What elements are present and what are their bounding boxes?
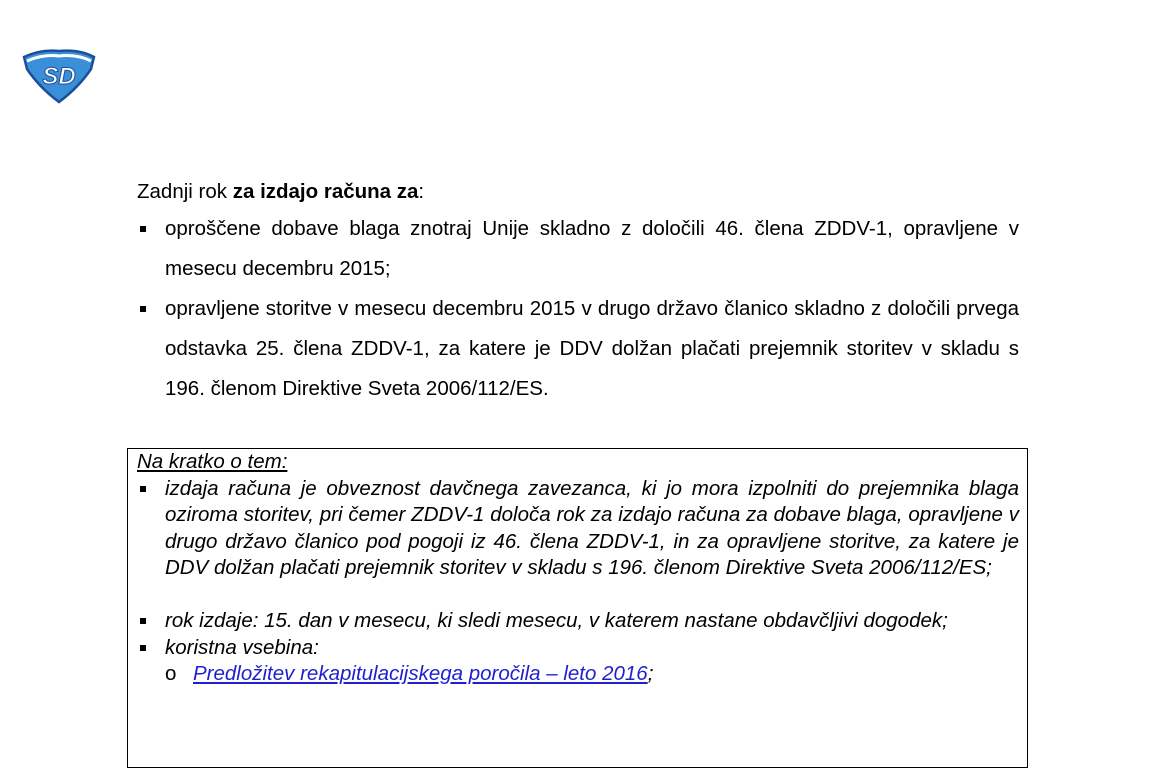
- intro-section: [137, 175, 1019, 409]
- summary-list: [137, 476, 1019, 688]
- sub-bullet: o: [165, 662, 177, 685]
- useful-content-item: o Predložitev rekapitulacijskega poročila – leto 2016;: [165, 661, 1019, 688]
- logo: [21, 47, 97, 104]
- intro-list-item: opravljene storitve v mesecu decembru 2015 v drugo državo članico skladno z določili prvega odstavka 25. člena ZDDV-1, za katere je DDV dolžan plačati prejemnik storitev v skladu s 196. členom Direktive Sveta 2006/112/ES.: [137, 289, 1019, 409]
- summary-box: [127, 448, 1028, 768]
- summary-list-item: izdaja računa je obveznost davčnega zavezanca, ki jo mora izpolniti do prejemnika blaga oziroma storitev, pri čemer ZDDV-1 določa rok za izdajo računa za dobave blaga, opravljene v drugo državo članico pod pogoji iz 46. člena ZDDV-1, in za opravljene storitve, za katere je DDV dolžan plačati prejemnik storitev v skladu s 196. členom Direktive Sveta 2006/112/ES;: [137, 476, 1019, 582]
- summary-list-item: rok izdaje: 15. dan v mesecu, ki sledi mesecu, v katerem nastane obdavčljivi dogodek;: [137, 608, 1019, 635]
- sd-shield-logo-icon: [21, 47, 97, 104]
- summary-list-item: koristna vsebina: o Predložitev rekapitulacijskega poročila – leto 2016;: [137, 635, 1019, 688]
- useful-content-list: [165, 661, 1019, 688]
- spacer: [137, 582, 1019, 609]
- summary-box-heading: Na kratko o tem:: [137, 450, 288, 473]
- intro-title: Zadnji rok za izdajo računa za:: [137, 180, 425, 203]
- intro-list-item: oproščene dobave blaga znotraj Unije skladno z določili 46. člena ZDDV-1, opravljene v mesecu decembru 2015;: [137, 209, 1019, 289]
- recapitulative-report-link[interactable]: Predložitev rekapitulacijskega poročila – leto 2016: [193, 662, 648, 685]
- logo-letters: SD: [42, 63, 76, 90]
- intro-list: [137, 209, 1019, 409]
